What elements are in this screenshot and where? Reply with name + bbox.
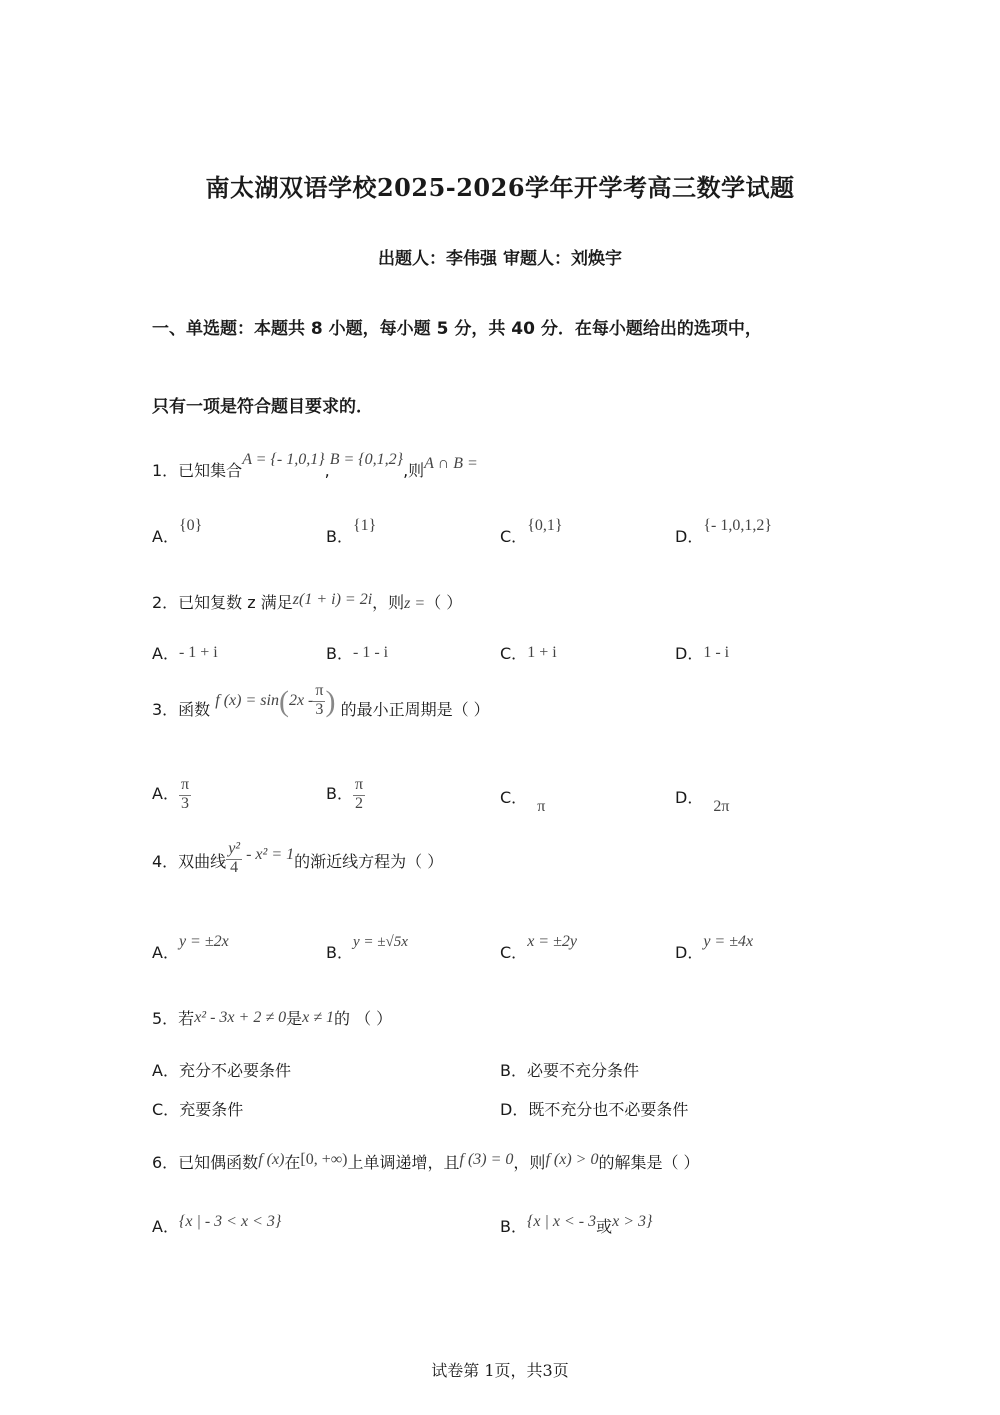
option-value: y = ±√5x — [352, 934, 408, 950]
q5-option-b — [500, 1058, 639, 1081]
q3-frac-den: 3 — [313, 701, 325, 718]
authors-line: 出题人：李伟强 审题人：刘焕宇 — [378, 249, 622, 269]
option-value: {x | - 3 < x < 3} — [178, 1213, 282, 1230]
q5-equation: x² - 3x + 2 ≠ 0 — [194, 1009, 287, 1026]
q2-option-c — [500, 641, 557, 664]
q3-eq-left: f (x) = sin — [215, 692, 279, 709]
q3-text-tail: 的最小正周期是（ ） — [340, 700, 490, 719]
q6-interval: [0, +∞) — [300, 1151, 348, 1168]
q6-f3: f (3) = 0 — [459, 1151, 514, 1168]
option-label: B． — [500, 1217, 527, 1236]
q1-text-then: ,则 — [403, 461, 425, 480]
option-value: 充要条件 — [179, 1100, 244, 1119]
option-label: A． — [152, 1217, 179, 1236]
q1-option-a — [152, 517, 203, 547]
option-fraction — [179, 777, 191, 812]
option-label: C． — [500, 943, 528, 962]
option-value: 2π — [713, 798, 730, 815]
q4-fraction — [226, 841, 242, 876]
q5-text-is: 是 — [286, 1009, 303, 1028]
q4-option-b — [326, 934, 408, 963]
option-label: A． — [152, 527, 179, 546]
option-value: y = ±4x — [703, 933, 754, 950]
q5-option-d — [500, 1097, 688, 1120]
q1-option-d — [675, 517, 773, 547]
q5-option-a — [152, 1058, 291, 1081]
option-label: C． — [500, 644, 528, 663]
q6-text-then: ，则 — [513, 1153, 546, 1172]
option-label: C． — [152, 1100, 180, 1119]
q1-comma: , — [324, 461, 330, 480]
q1-expr: A ∩ B = — [424, 455, 478, 472]
q3-option-b — [326, 770, 365, 818]
q2-option-b — [326, 641, 388, 664]
frac-den: 2 — [353, 795, 365, 812]
q6-text: 6．已知偶函数 — [152, 1153, 259, 1172]
question-1 — [152, 451, 478, 481]
q2-option-a — [152, 641, 218, 664]
q6-text-on: 在 — [284, 1153, 301, 1172]
q5-equation-2: x ≠ 1 — [302, 1009, 334, 1026]
option-label: A． — [152, 943, 179, 962]
option-label: B． — [500, 1061, 527, 1080]
q4-frac-den: 4 — [226, 859, 242, 876]
q3-option-c — [500, 785, 546, 815]
option-label: A． — [152, 644, 179, 663]
option-label: B． — [326, 644, 353, 663]
option-value: 充分不必要条件 — [178, 1061, 291, 1080]
option-value-part1: {x | x < - 3 — [526, 1213, 597, 1230]
frac-num: π — [354, 776, 364, 793]
q4-eq-rest: - x² = 1 — [246, 846, 295, 863]
option-label: B． — [326, 943, 353, 962]
q1-option-b — [326, 517, 377, 547]
q4-option-a — [152, 933, 229, 963]
q2-blank: （ ） — [425, 593, 463, 612]
option-value: π — [537, 798, 546, 815]
option-label: C． — [500, 788, 528, 807]
q5-option-c — [152, 1097, 243, 1120]
option-connector: 或 — [596, 1217, 613, 1236]
option-value: {1} — [352, 517, 377, 534]
q5-text-tail: 的 （ ） — [334, 1009, 393, 1028]
q3-eq-inner: 2x - — [288, 692, 314, 709]
question-6 — [152, 1150, 700, 1173]
q2-option-d — [675, 641, 729, 664]
frac-den: 3 — [179, 795, 191, 812]
q1-set-a: A = {- 1,0,1} — [242, 451, 325, 468]
q5-text: 5．若 — [152, 1009, 195, 1028]
option-label: D． — [675, 788, 704, 807]
option-value: y = ±2x — [178, 933, 229, 950]
option-label: D． — [675, 527, 704, 546]
q3-option-d — [675, 785, 730, 815]
option-label: B． — [326, 527, 353, 546]
page-title: 南太湖双语学校2025-2026学年开学考高三数学试题 — [205, 173, 795, 202]
q3-paren-close: ) — [325, 685, 336, 718]
option-value: {- 1,0,1,2} — [703, 517, 773, 534]
section-heading-line1: 一、单选题：本题共 8 小题，每小题 5 分，共 40 分．在每小题给出的选项中， — [152, 319, 762, 339]
option-value: x = ±2y — [527, 933, 577, 950]
option-label: D． — [500, 1100, 529, 1119]
option-value: - 1 - i — [352, 644, 389, 661]
q2-text-then: ，则 — [372, 593, 405, 612]
question-2 — [152, 590, 462, 613]
option-label: C． — [500, 527, 528, 546]
option-value: 必要不充分条件 — [526, 1061, 639, 1080]
frac-num: π — [180, 776, 190, 793]
q6-text-mono: 上单调递增，且 — [347, 1153, 460, 1172]
option-label: A． — [152, 784, 179, 803]
q3-option-a — [152, 770, 191, 818]
option-value: {0,1} — [527, 517, 563, 534]
question-3 — [152, 680, 490, 732]
q1-text: 1．已知集合 — [152, 461, 243, 480]
page-footer: 试卷第 1页，共3页 — [431, 1361, 569, 1380]
option-fraction — [353, 777, 365, 812]
q3-frac-num: π — [315, 682, 324, 699]
q3-text: 3．函数 — [152, 700, 211, 719]
option-value: - 1 + i — [178, 644, 218, 661]
option-value-part2: x > 3} — [612, 1213, 653, 1230]
q6-text-tail: 的解集是（ ） — [598, 1153, 700, 1172]
q6-option-b — [500, 1214, 652, 1237]
q1-set-b: B = {0,1,2} — [329, 451, 404, 468]
option-label: D． — [675, 644, 704, 663]
q3-fraction — [313, 683, 325, 718]
question-4 — [152, 836, 443, 888]
q4-option-d — [675, 933, 754, 963]
q4-text: 4．双曲线 — [152, 852, 227, 871]
q4-frac-num: y² — [228, 840, 241, 857]
option-value: {0} — [178, 517, 203, 534]
q4-option-c — [500, 933, 577, 963]
question-5 — [152, 1006, 392, 1029]
q2-text: 2．已知复数 z 满足 — [152, 593, 293, 612]
option-label: A． — [152, 1061, 179, 1080]
section-heading-line2: 只有一项是符合题目要求的． — [152, 397, 373, 417]
option-value: 1 + i — [527, 644, 557, 661]
q4-text-tail: 的渐近线方程为（ ） — [294, 852, 444, 871]
q1-option-c — [500, 517, 563, 547]
option-value: 1 - i — [703, 644, 730, 661]
q6-inequality: f (x) > 0 — [545, 1151, 599, 1168]
q2-equation: z(1 + i) = 2i — [292, 591, 373, 608]
option-label: B． — [326, 784, 353, 803]
q3-paren-open: ( — [278, 685, 289, 718]
q6-f: f (x) — [258, 1151, 285, 1168]
option-label: D． — [675, 943, 704, 962]
option-value: 既不充分也不必要条件 — [528, 1100, 689, 1119]
q2-expr: z = — [404, 595, 426, 612]
q6-option-a — [152, 1214, 281, 1237]
